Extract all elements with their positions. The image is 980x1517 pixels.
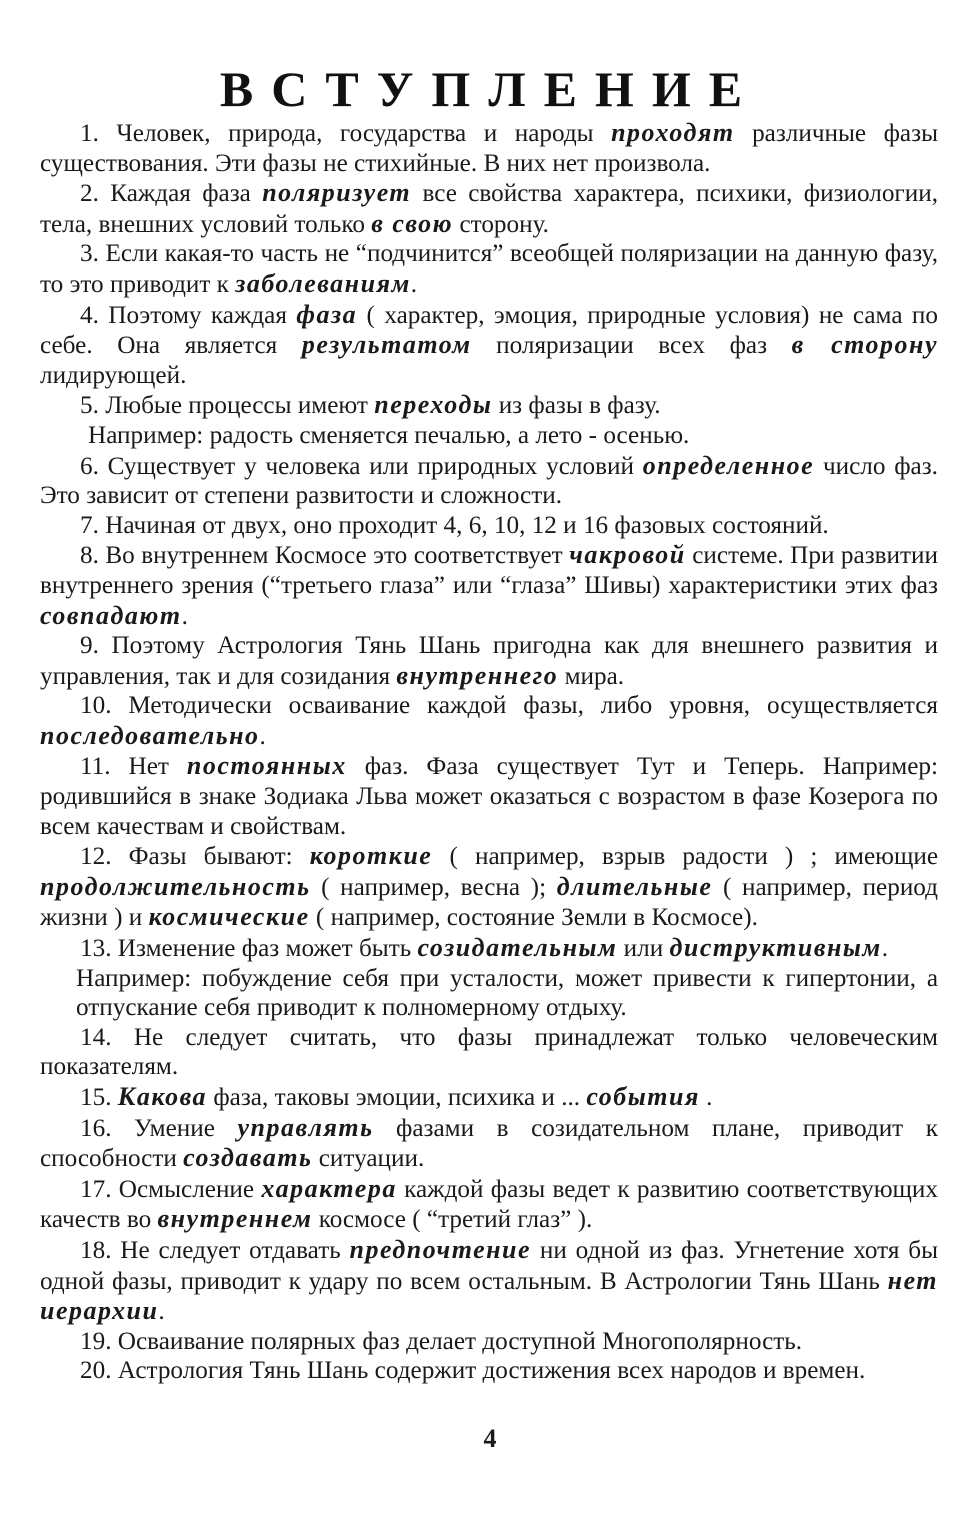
paragraph-1: 1. Человек, природа, государства и народы проходят различные фазы существования. Эти фазы не стихийные. В них нет произвола. (40, 118, 938, 177)
paragraph-13: 13. Изменение фаз может быть созидательным или диструктивным. (80, 933, 889, 963)
paragraph-7: 7. Начиная от двух, оно проходит 4, 6, 10, 12 и 16 фазовых состояний. (80, 511, 829, 539)
paragraph-15: 15. Какова фаза, таковы эмоции, психика и ... события . (80, 1082, 713, 1111)
paragraph-9: 9. Поэтому Астрология Тянь Шань пригодна как для внешнего развития и управления, так и для созидания внутреннего мира. (40, 632, 938, 690)
paragraph-6: 6. Существует у человека или природных условий определенное число фаз. Это зависит от степени развитости и сложности. (40, 450, 938, 510)
paragraph-14: 14. Не следует считать, что фазы принадлежат только человеческим показателям. (40, 1023, 938, 1081)
paragraph-4: 4. Поэтому каждая фаза ( характер, эмоция, природные условия) не сама по себе. Она является результатом поляризации всех фаз в сторону лидирующей. (40, 299, 938, 389)
document-body (40, 118, 938, 1386)
paragraph-10: 10. Методически осваивание каждой фазы, либо уровня, осуществляется последовательно. (40, 692, 938, 750)
paragraph-example-1: Например: радость сменяется печалью, а лето - осенью. (88, 421, 690, 449)
page-title: ВСТУПЛЕНИЕ (219, 61, 761, 117)
paragraph-20: 20. Астрология Тянь Шань содержит достижения всех народов и времен. (80, 1357, 866, 1385)
page-number: 4 (483, 1424, 497, 1453)
paragraph-16: 16. Умение управлять фазами в созидательном плане, приводит к способности создавать ситуации. (40, 1112, 939, 1173)
paragraph-17: 17. Осмысление характера каждой фазы ведет к развитию соответствующих качеств во внутреннем космосе ( “третий глаз” ). (40, 1173, 938, 1234)
paragraph-3: 3. Если какая-то часть не “подчинится” всеобщей поляризации на данную фазу, то это приводит к заболеваниям. (40, 240, 938, 298)
paragraph-2: 2. Каждая фаза поляризует все свойства характера, психики, физиологии, тела, внешних условий только в свою сторону. (40, 178, 938, 238)
paragraph-18: 18. Не следует отдавать предпочтение ни одной из фаз. Угнетение хотя бы одной фазы, приводит к удару по всем остальным. В Астрологии Тянь Шань нет иерархии. (40, 1234, 938, 1326)
paragraph-example-2: Например: побуждение себя при усталости, может привести к гипертонии, а отпускание себя приводит к полномерному отдыху. (76, 964, 938, 1022)
paragraph-11: 11. Нет постоянных фаз. Фаза существует Тут и Теперь. Например: родившийся в знаке Зодиака Льва может оказаться с возрастом в фазе Козерога по всем качествам и свойствам. (40, 751, 938, 840)
paragraph-19: 19. Осваивание полярных фаз делает доступной Многополярность. (80, 1327, 803, 1355)
paragraph-8: 8. Во внутреннем Космосе это соответствует чакровой системе. При развитии внутреннего зрения (“третьего глаза” или “глаза” Шивы) характеристики этих фаз совпадают. (40, 540, 938, 630)
paragraph-5: 5. Любые процессы имеют переходы из фазы в фазу. (80, 390, 661, 420)
paragraph-12: 12. Фазы бывают: короткие ( например, взрыв радости ) ; имеющие продолжительность ( например, весна ); длительные ( например, период жизни ) и космические ( например, состояние Земли в Космосе). (40, 841, 938, 932)
